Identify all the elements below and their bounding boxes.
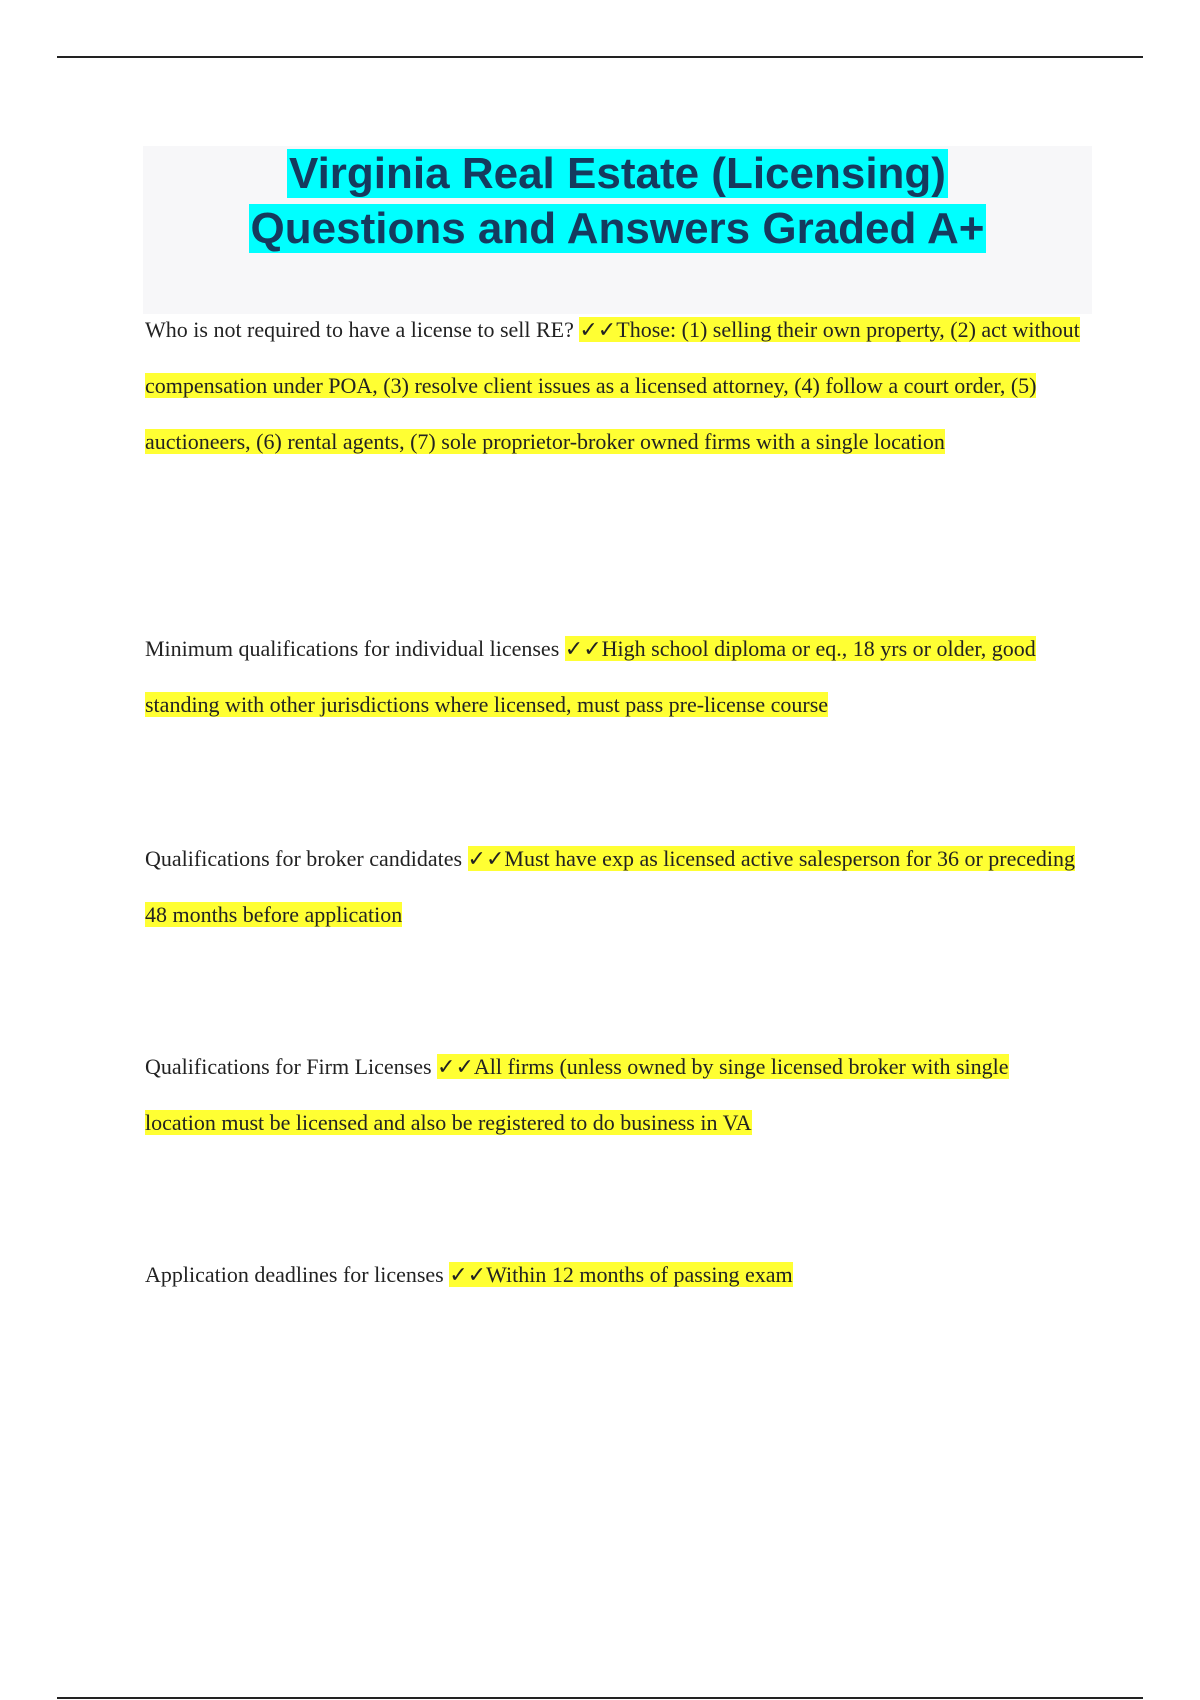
answer-text: All firms (unless owned by singe licensed broker with single location must be licensed and also be registered to do business in VA bbox=[145, 1054, 1009, 1135]
question-text: Qualifications for broker candidates bbox=[145, 846, 468, 871]
check-mark-icon: ✓✓ bbox=[564, 636, 602, 661]
qa-item bbox=[145, 1247, 1080, 1303]
answer-text: Those: (1) selling their own property, (2) act without compensation under POA, (3) resolve client issues as a licensed attorney, (4) follow a court order, (5) auctioneers, (6) rental agents, (7) sole proprietor-broker owned firms with a single location bbox=[145, 317, 1080, 454]
qa-item bbox=[145, 621, 1080, 733]
document-title-line-2: Questions and Answers Graded A+ bbox=[250, 204, 985, 253]
answer-text: High school diploma or eq., 18 yrs or older, good standing with other jurisdictions where licensed, must pass pre-license course bbox=[145, 636, 1036, 717]
qa-item bbox=[145, 1039, 1080, 1151]
qa-item bbox=[145, 831, 1080, 943]
check-mark-icon: ✓✓ bbox=[579, 317, 617, 342]
qa-item bbox=[145, 302, 1080, 470]
question-text: Qualifications for Firm Licenses bbox=[145, 1054, 438, 1079]
check-mark-icon: ✓✓ bbox=[467, 846, 505, 871]
answer-highlight bbox=[449, 1262, 792, 1287]
check-mark-icon: ✓✓ bbox=[449, 1262, 487, 1287]
document-title-line-1: Virginia Real Estate (Licensing) bbox=[289, 149, 946, 198]
question-text: Minimum qualifications for individual licenses bbox=[145, 636, 565, 661]
question-text: Application deadlines for licenses bbox=[145, 1262, 450, 1287]
answer-text: Within 12 months of passing exam bbox=[486, 1262, 793, 1287]
question-text: Who is not required to have a license to sell RE? bbox=[145, 317, 580, 342]
check-mark-icon: ✓✓ bbox=[437, 1054, 474, 1079]
title-block bbox=[143, 146, 1092, 314]
answer-text: Must have exp as licensed active salesperson for 36 or preceding 48 months before application bbox=[145, 846, 1076, 927]
top-rule bbox=[57, 56, 1143, 58]
bottom-rule bbox=[57, 1697, 1143, 1699]
